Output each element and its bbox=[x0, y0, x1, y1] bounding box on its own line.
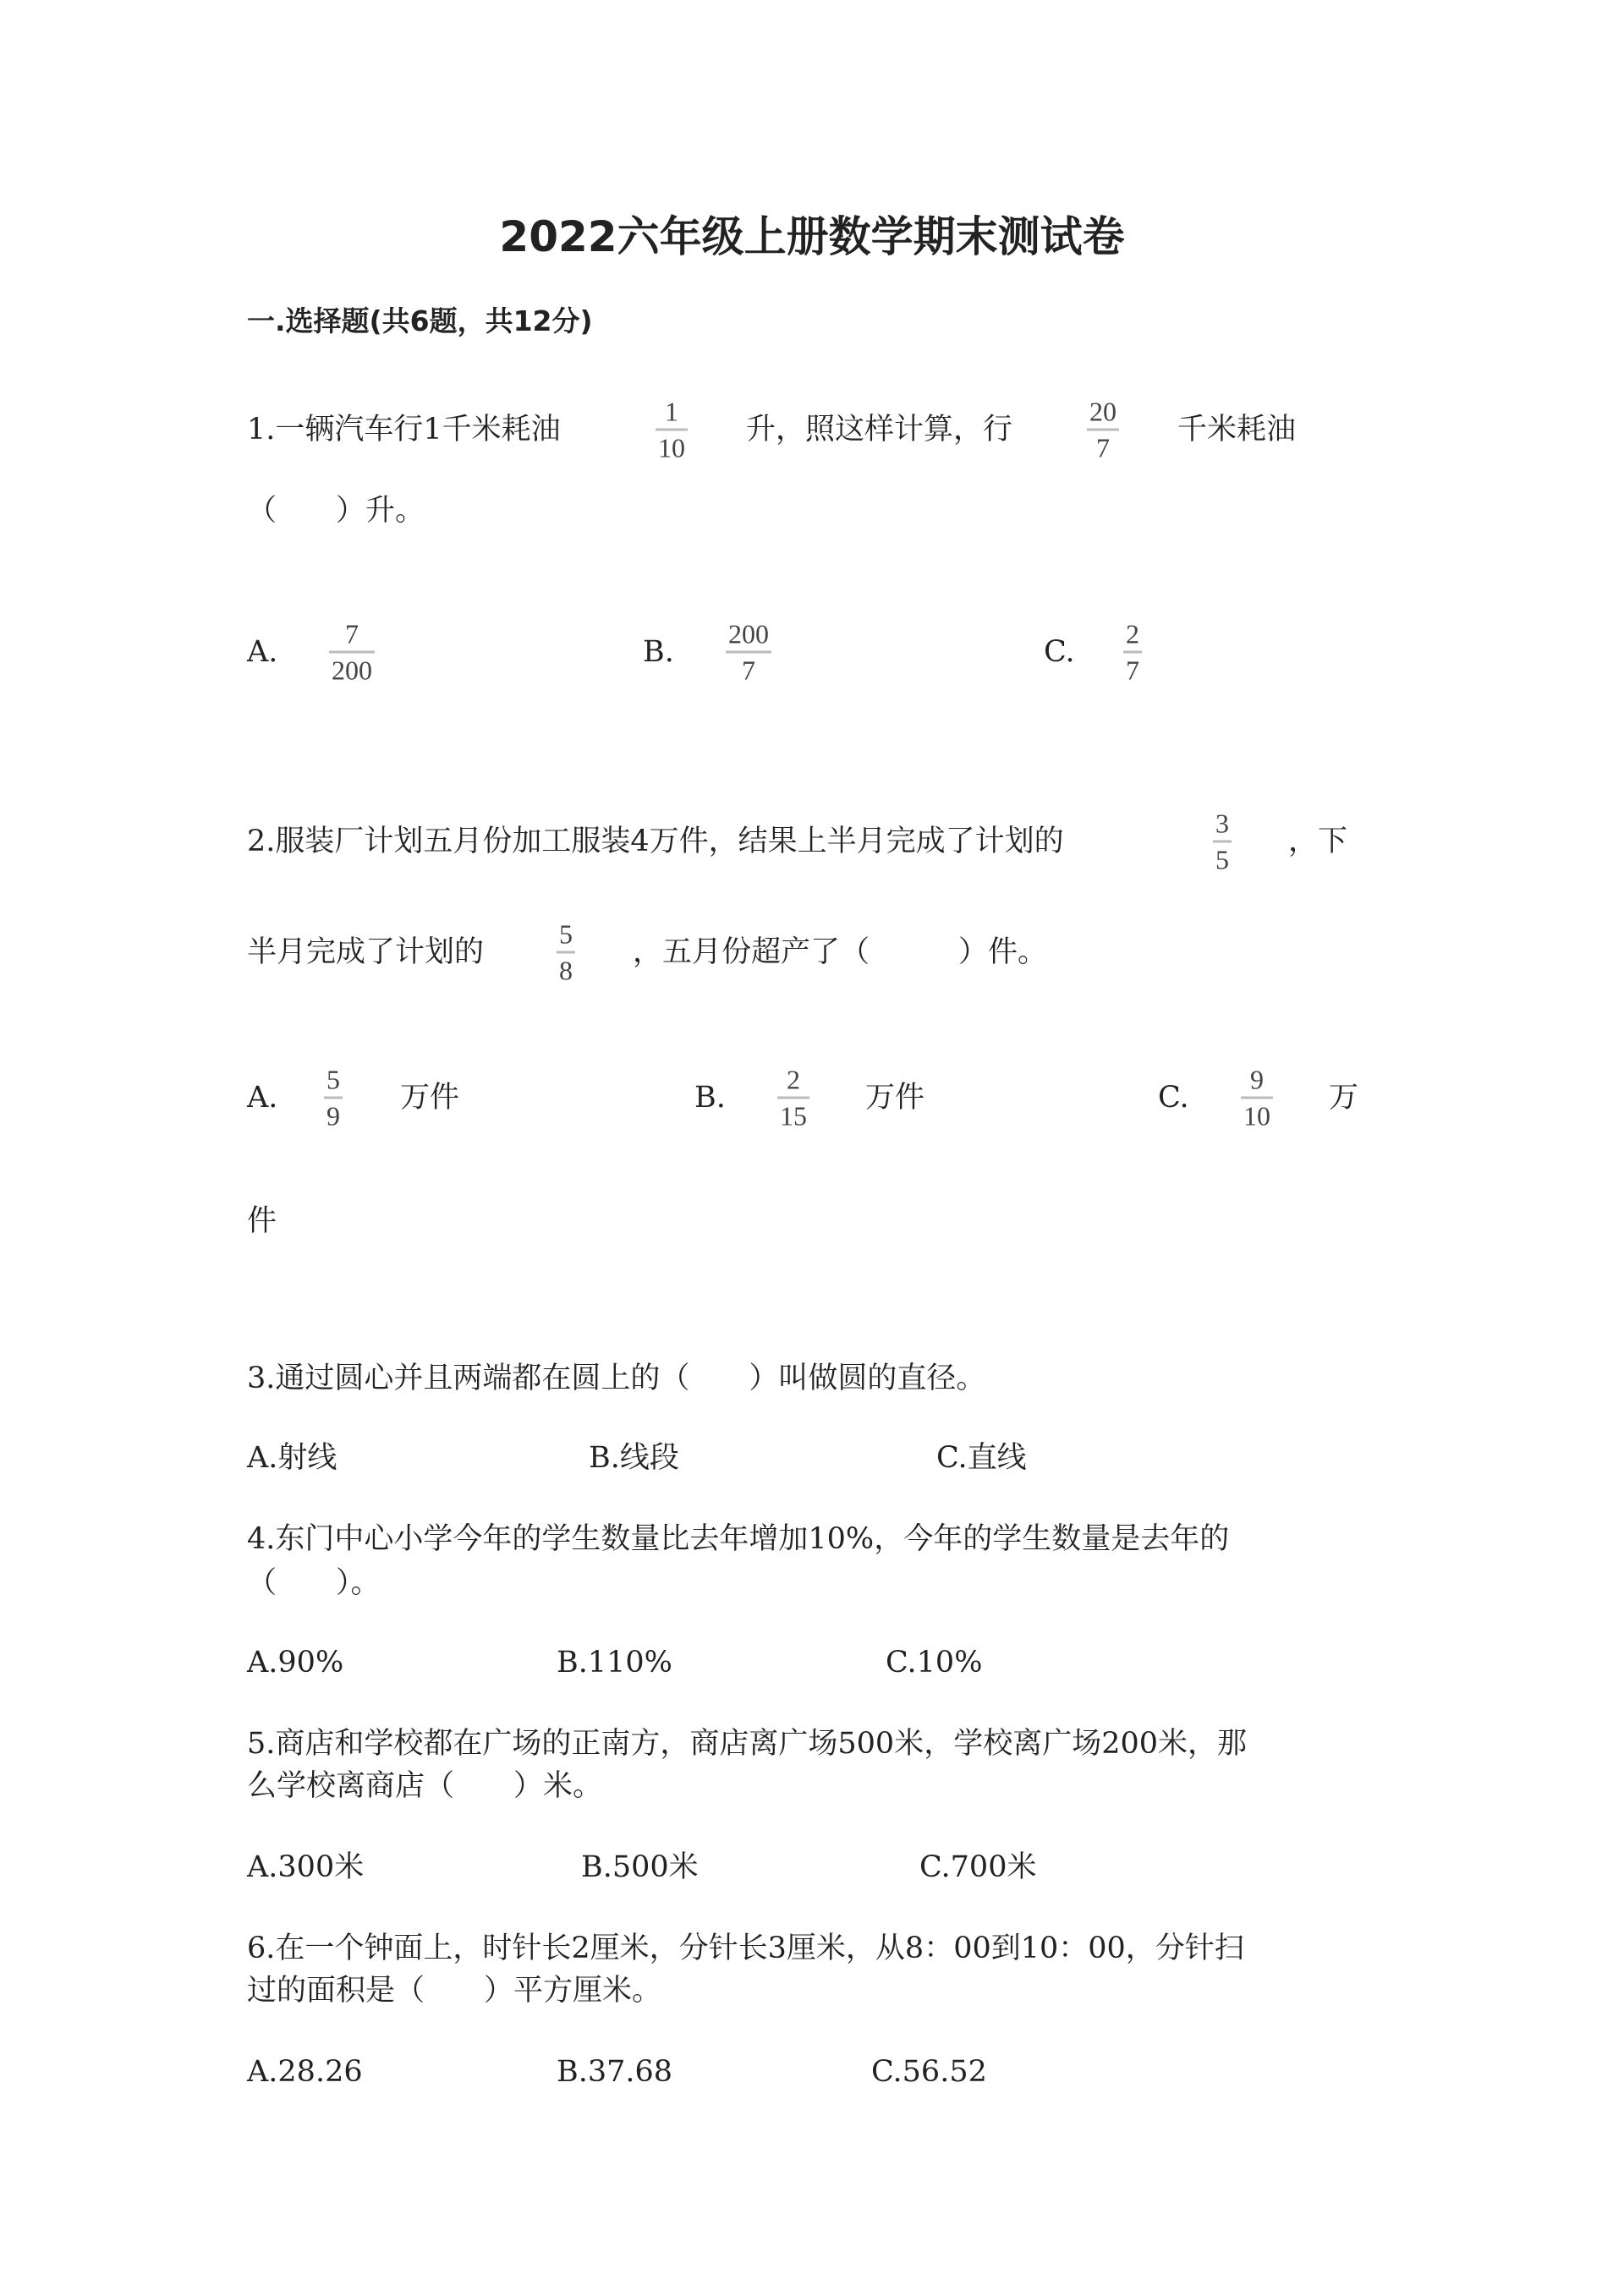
option-b[interactable]: B.线段 bbox=[589, 1441, 679, 1475]
question-2-text: 2.服装厂计划五月份加工服装4万件，结果上半月完成了计划的 bbox=[247, 825, 1064, 858]
option-b[interactable]: B.500米 bbox=[581, 1850, 699, 1884]
option-c[interactable]: C. bbox=[1044, 635, 1075, 669]
option-a[interactable]: A. bbox=[247, 635, 278, 669]
option-c[interactable]: C. bbox=[1158, 1081, 1189, 1115]
option-b[interactable]: B. bbox=[694, 1081, 726, 1115]
numerator: 20 bbox=[1089, 396, 1116, 427]
question-1-text: 升，照这样计算，行 bbox=[746, 413, 1013, 447]
denominator: 10 bbox=[658, 432, 685, 463]
option-b[interactable]: B.110% bbox=[557, 1646, 672, 1680]
option-c[interactable]: C.直线 bbox=[936, 1441, 1027, 1475]
fraction bbox=[658, 397, 685, 463]
question-4-text: 4.东门中心小学今年的学生数量比去年增加10%，今年的学生数量是去年的 bbox=[247, 1522, 1230, 1556]
question-3-text: 3.通过圆心并且两端都在圆上的（ ）叫做圆的直径。 bbox=[247, 1362, 986, 1395]
question-4-text: （ ）。 bbox=[247, 1566, 381, 1600]
denominator: 7 bbox=[1126, 655, 1139, 686]
section-heading: 一.选择题(共6题，共12分) bbox=[247, 304, 593, 337]
question-2-text: 半月完成了计划的 bbox=[247, 935, 485, 969]
denominator: 10 bbox=[1243, 1100, 1270, 1132]
fraction bbox=[728, 619, 769, 686]
numerator: 2 bbox=[1126, 618, 1139, 649]
question-5-text: 么学校离商店（ ）米。 bbox=[247, 1769, 603, 1803]
fraction bbox=[780, 1065, 807, 1132]
numerator: 2 bbox=[787, 1064, 800, 1095]
denominator: 9 bbox=[326, 1100, 340, 1132]
denominator: 200 bbox=[332, 655, 372, 686]
numerator: 5 bbox=[559, 918, 573, 950]
fraction bbox=[1126, 619, 1139, 686]
unit: 万 bbox=[1329, 1081, 1359, 1115]
numerator: 5 bbox=[326, 1064, 340, 1095]
page-title: 2022六年级上册数学期末测试卷 bbox=[499, 212, 1125, 261]
fraction bbox=[559, 919, 573, 986]
numerator: 7 bbox=[345, 618, 359, 649]
option-a[interactable]: A. bbox=[247, 1081, 278, 1115]
denominator: 7 bbox=[742, 655, 755, 686]
fraction bbox=[332, 619, 372, 686]
denominator: 8 bbox=[559, 955, 573, 986]
fraction bbox=[1215, 808, 1229, 875]
numerator: 200 bbox=[728, 618, 769, 649]
option-a[interactable]: A.90% bbox=[247, 1646, 344, 1680]
question-1-text: 千米耗油 bbox=[1177, 413, 1297, 447]
denominator: 5 bbox=[1215, 844, 1229, 875]
question-2-text: ，下 bbox=[1288, 825, 1348, 858]
question-6-text: 6.在一个钟面上，时针长2厘米，分针长3厘米，从8：00到10：00，分针扫 bbox=[247, 1932, 1244, 1965]
unit-wrap: 件 bbox=[247, 1204, 277, 1238]
question-2-text: ，五月份超产了（ ）件。 bbox=[633, 935, 1048, 969]
fraction bbox=[1243, 1065, 1270, 1132]
option-a[interactable]: A.28.26 bbox=[247, 2055, 363, 2089]
denominator: 15 bbox=[780, 1100, 807, 1132]
option-b[interactable]: B. bbox=[643, 635, 674, 669]
question-5-text: 5.商店和学校都在广场的正南方，商店离广场500米，学校离广场200米，那 bbox=[247, 1727, 1248, 1761]
numerator: 1 bbox=[665, 396, 678, 427]
option-a[interactable]: A.射线 bbox=[247, 1441, 337, 1475]
unit: 万件 bbox=[865, 1081, 925, 1115]
option-a[interactable]: A.300米 bbox=[247, 1850, 365, 1884]
question-6-text: 过的面积是（ ）平方厘米。 bbox=[247, 1974, 662, 2008]
option-b[interactable]: B.37.68 bbox=[557, 2055, 673, 2089]
question-1-text: 1.一辆汽车行1千米耗油 bbox=[247, 413, 561, 447]
fraction bbox=[326, 1065, 340, 1132]
numerator: 9 bbox=[1250, 1064, 1264, 1095]
numerator: 3 bbox=[1215, 808, 1229, 839]
denominator: 7 bbox=[1096, 432, 1110, 463]
option-c[interactable]: C.700米 bbox=[919, 1850, 1037, 1884]
unit: 万件 bbox=[400, 1081, 460, 1115]
option-c[interactable]: C.56.52 bbox=[871, 2055, 987, 2089]
fraction bbox=[1089, 397, 1116, 463]
option-c[interactable]: C.10% bbox=[886, 1646, 983, 1680]
question-1-text: （ ）升。 bbox=[247, 494, 425, 528]
